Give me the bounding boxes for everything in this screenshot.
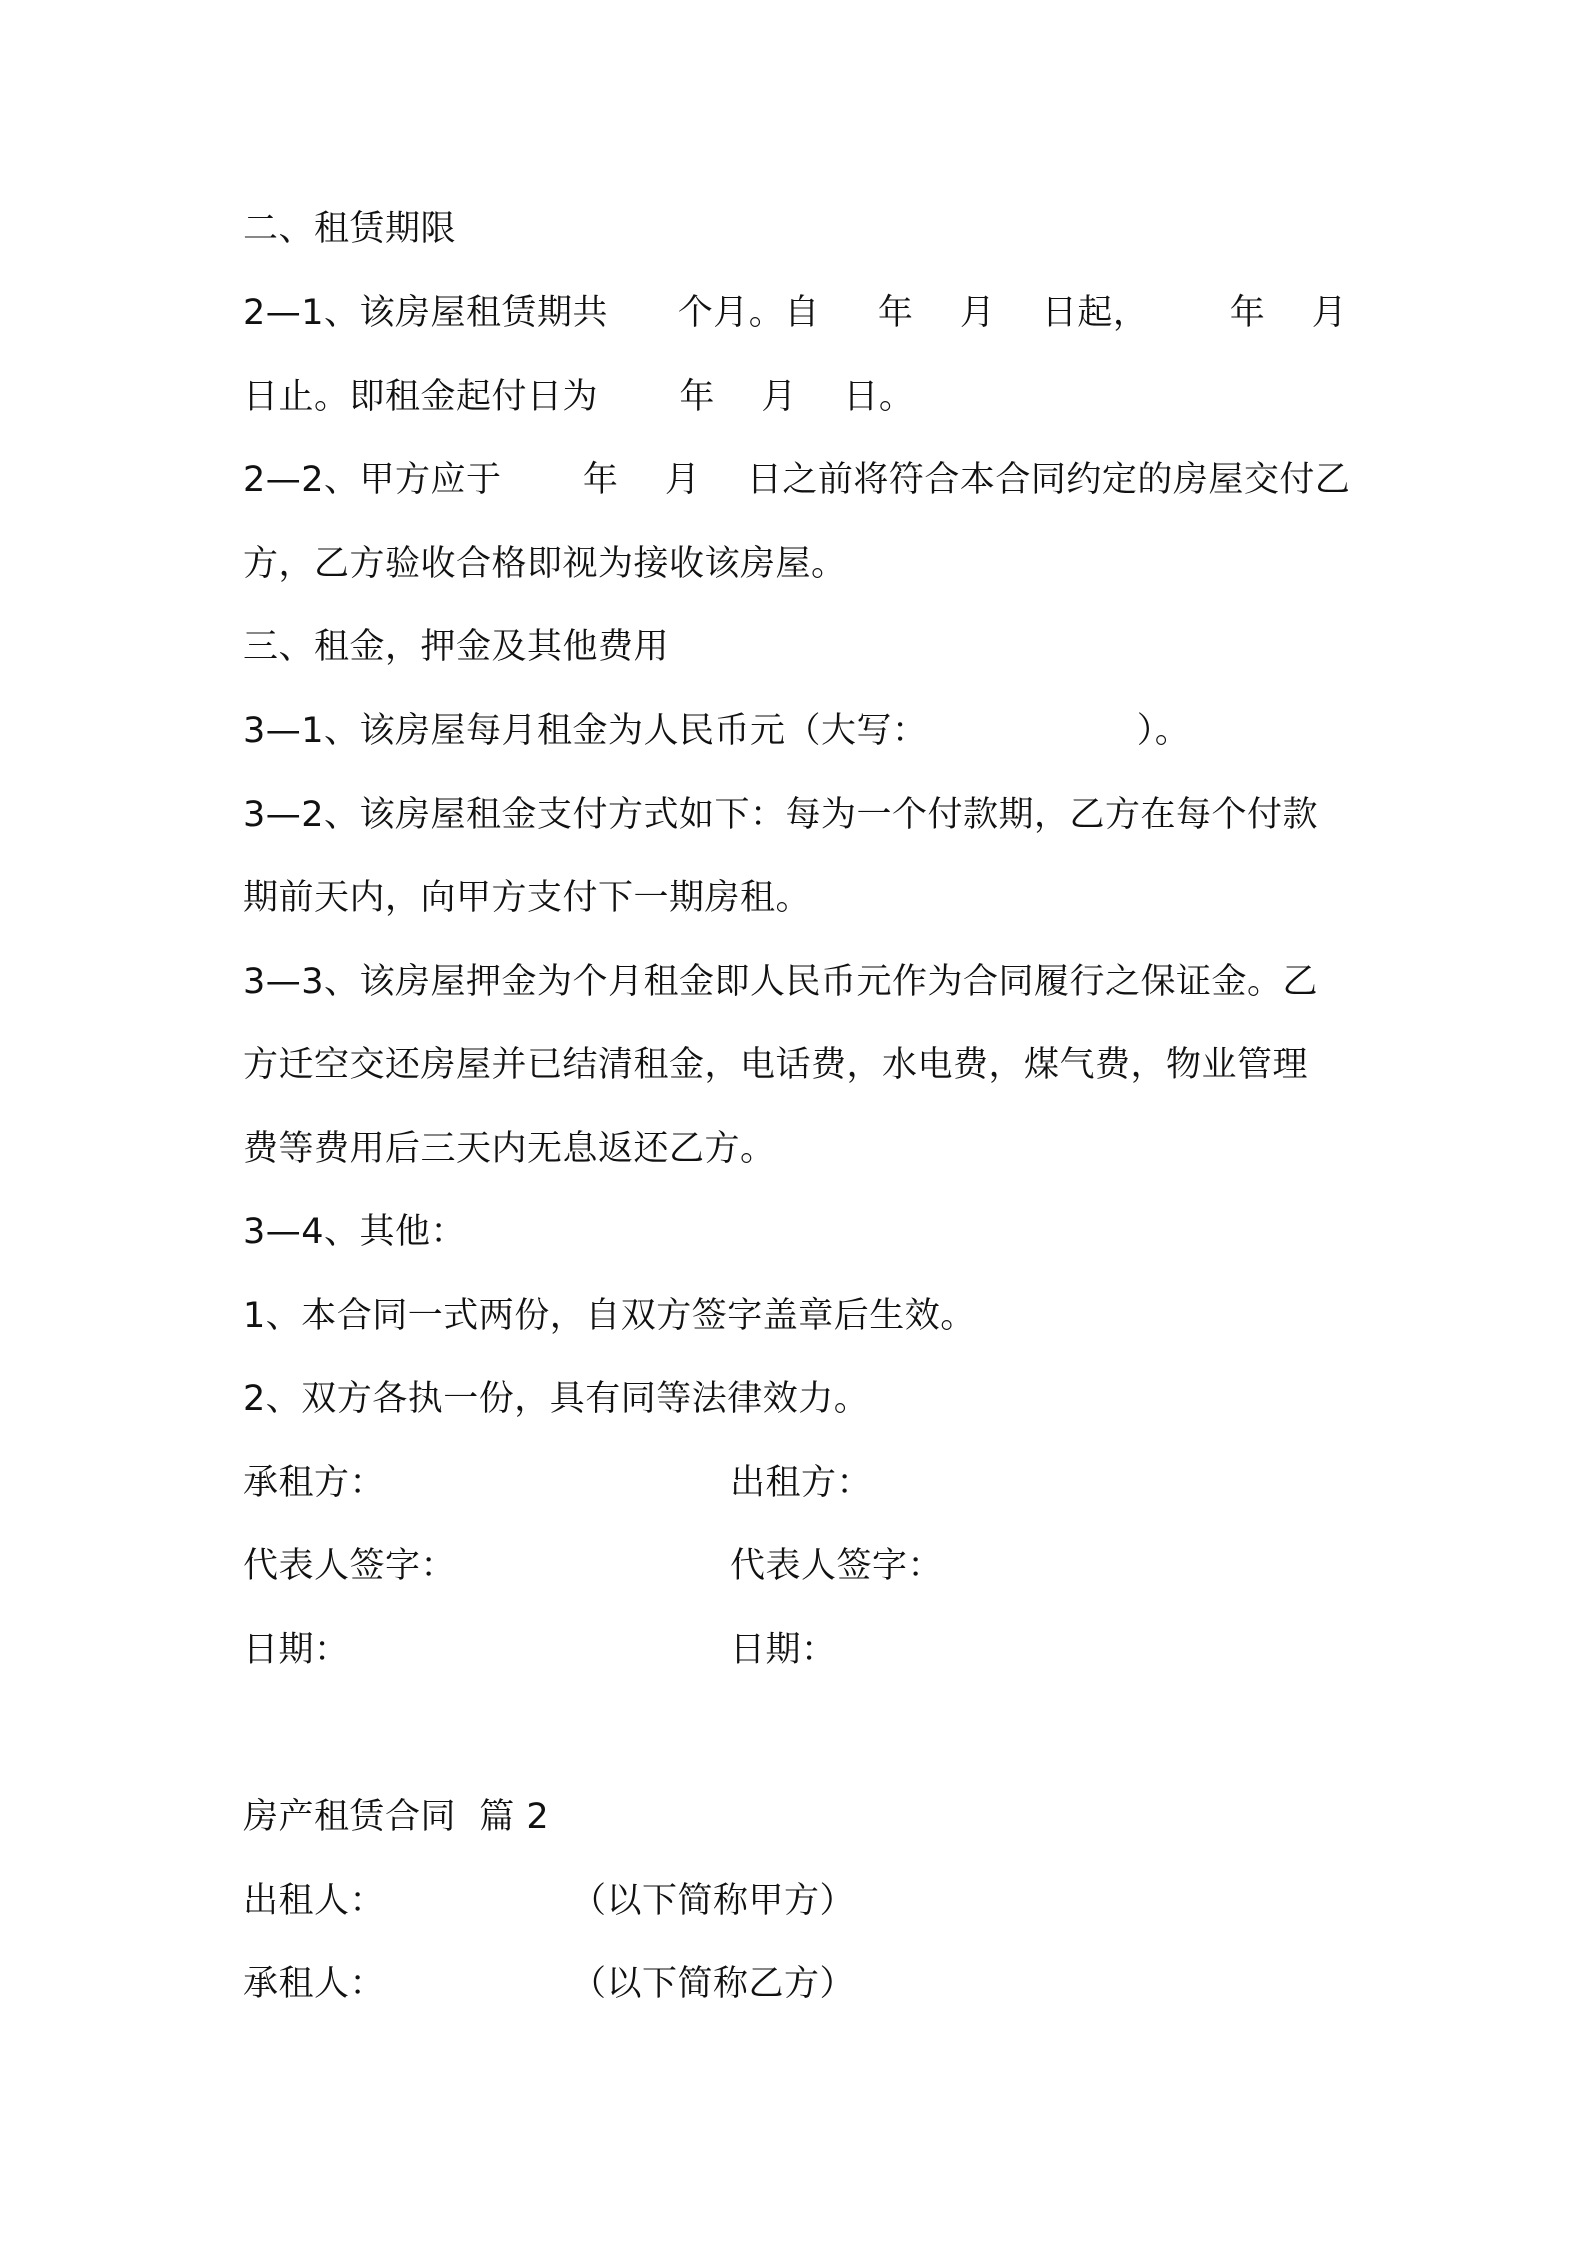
clause-3-2-line-2: 期前天内，向甲方支付下一期房租。 (243, 878, 812, 918)
clause-2-1-line-2: 日止。即租金起付日为 年 月 日。 (243, 377, 915, 417)
contract-2-title: 房产租赁合同 篇 2 (243, 1797, 550, 1837)
clause-2-2-line-2: 方，乙方验收合格即视为接收该房屋。 (243, 544, 847, 584)
contract-2-lessor-line: 出租人： （以下简称甲方） (243, 1881, 856, 1921)
clause-2-1-line-1: 2—1、该房屋租赁期共 个月。自 年 月 日起， 年 月 (243, 293, 1348, 333)
signature-row-dates (0, 1625, 1586, 1675)
lessor-date-label: 日期： (730, 1630, 837, 1670)
clause-3-2-line-1: 3—2、该房屋租金支付方式如下：每为一个付款期，乙方在每个付款 (243, 795, 1319, 835)
term-1: 1、本合同一式两份，自双方签字盖章后生效。 (243, 1296, 976, 1336)
lessor-representative-signature-label: 代表人签字： (730, 1546, 944, 1586)
lessee-label: 承租方： (243, 1463, 386, 1503)
clause-3-3-line-3: 费等费用后三天内无息返还乙方。 (243, 1129, 776, 1169)
term-2: 2、双方各执一份，具有同等法律效力。 (243, 1379, 870, 1419)
lessee-representative-signature-label: 代表人签字： (243, 1546, 457, 1586)
section-heading-rent-deposit: 三、租金，押金及其他费用 (243, 627, 670, 667)
lessor-label: 出租方： (730, 1463, 873, 1503)
clause-2-2-line-1: 2—2、甲方应于 年 月 日之前将符合本合同约定的房屋交付乙 (243, 460, 1351, 500)
clause-3-3-line-1: 3—3、该房屋押金为个月租金即人民币元作为合同履行之保证金。乙 (243, 962, 1319, 1002)
clause-3-4: 3—4、其他： (243, 1212, 467, 1252)
section-heading-lease-term: 二、租赁期限 (243, 209, 457, 249)
signature-row-representatives (0, 1541, 1586, 1591)
contract-2-lessee-line: 承租人： （以下简称乙方） (243, 1964, 856, 2004)
clause-3-3-line-2: 方迁空交还房屋并已结清租金，电话费，水电费，煤气费，物业管理 (243, 1045, 1309, 1085)
signature-row-parties (0, 1458, 1586, 1508)
clause-3-1: 3—1、该房屋每月租金为人民币元（大写： ）。 (243, 711, 1191, 751)
lessee-date-label: 日期： (243, 1630, 350, 1670)
